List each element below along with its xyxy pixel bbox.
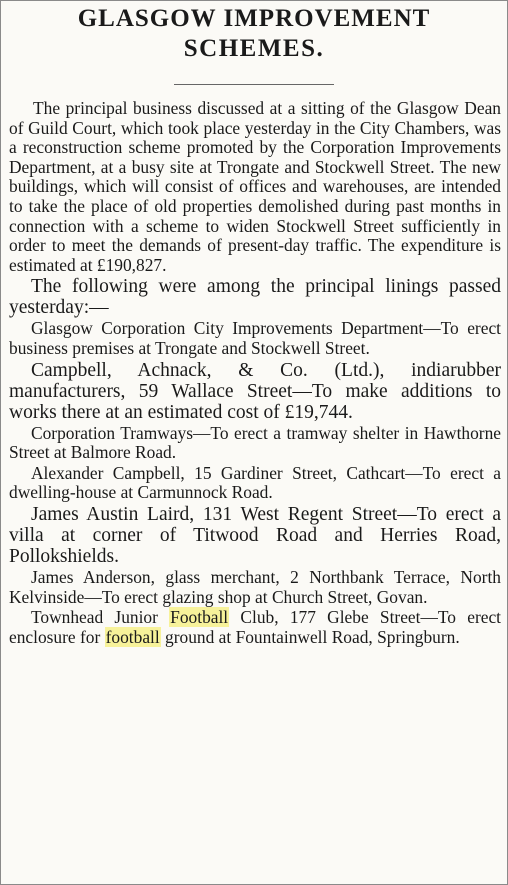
search-highlight: Football — [170, 607, 229, 628]
paragraph-intro: The principal business discussed at a sitting of the Glasgow Dean of Guild Court, which took place yesterday in the City Chambers, was a reconstruction scheme promoted by the Corporation Improvements Department, at a busy site at Trongate and Stockwell Street. The new buildings, which will consist of offices and warehouses, are intended to take the place of old properties demolished during past months in connection with a scheme to widen Stockwell Street sufficiently in order to meet the demands of present-day traffic. The expenditure is estimated at £190,827. — [9, 98, 501, 275]
paragraph-item: James Austin Laird, 131 West Regent Street—To erect a villa at corner of Titwood Road and Herries Road, Pollokshields. — [9, 503, 501, 567]
paragraph-item: Campbell, Achnack, & Co. (Ltd.), indiarubber manufacturers, 59 Wallace Street—To make additions to works there at an estimated cost of £19,744. — [9, 359, 501, 423]
search-highlight: football — [105, 626, 160, 647]
text-segment: Club, 177 Glebe Street—To erect enclosure for — [9, 607, 502, 647]
article-body — [1, 99, 507, 647]
paragraph-following: The following were among the principal linings passed yesterday:— — [9, 276, 501, 319]
paragraph-item: Corporation Tramways—To erect a tramway shelter in Hawthorne Street at Balmore Road. — [9, 422, 501, 463]
headline-line-1: GLASGOW IMPROVEMENT — [77, 5, 431, 32]
text-segment: ground at Fountainwell Road, Springburn. — [160, 626, 460, 647]
paragraph-item: Glasgow Corporation City Improvements Department—To erect business premises at Trongate and Stockwell Street. — [9, 318, 501, 358]
headline — [1, 4, 507, 64]
paragraph-item: James Anderson, glass merchant, 2 Northbank Terrace, North Kelvinside—To erect glazing shop at Church Street, Govan. — [9, 566, 501, 607]
headline-line-2: SCHEMES. — [183, 35, 325, 62]
paragraph-last — [9, 608, 501, 647]
headline-rule — [174, 84, 334, 85]
text-segment: Townhead Junior — [31, 607, 170, 628]
paragraph-item: Alexander Campbell, 15 Gardiner Street, Cathcart—To erect a dwelling-house at Carmunnock Road. — [9, 462, 501, 503]
